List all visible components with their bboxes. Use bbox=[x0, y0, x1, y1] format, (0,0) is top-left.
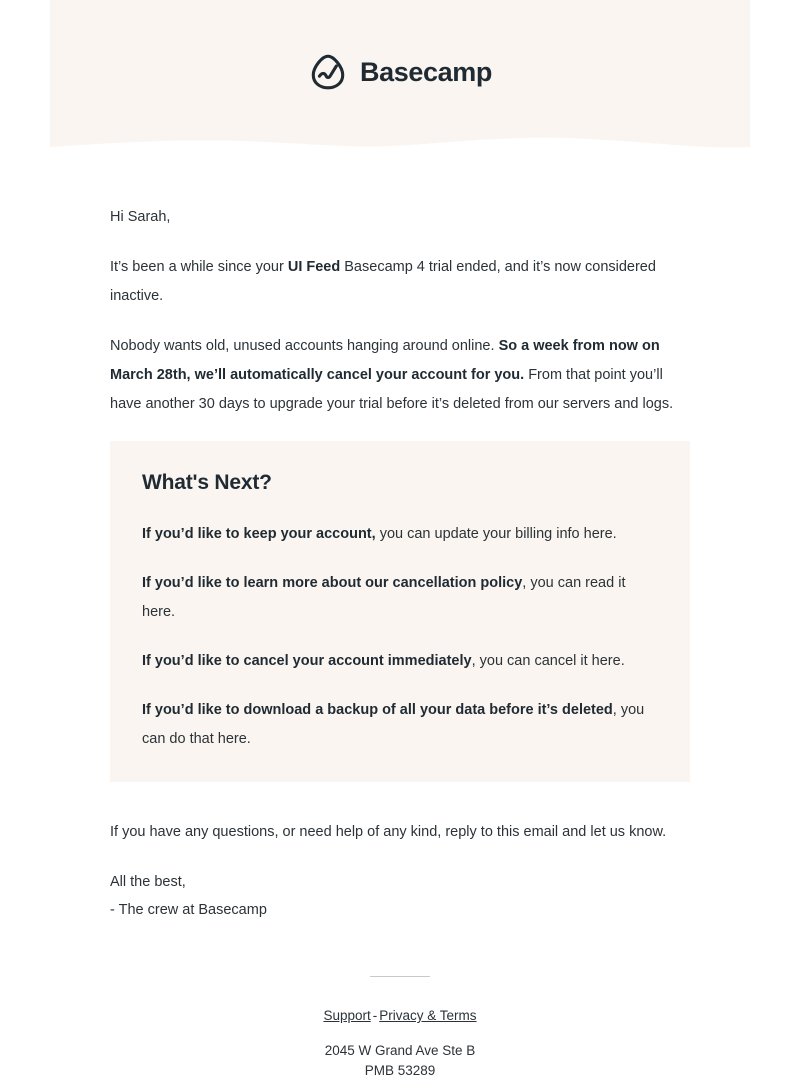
paragraph-3-emphasis: So a week from now on March 28th, we’ll automatically cancel your account for you. bbox=[110, 338, 660, 383]
card-item-download-backup bbox=[142, 696, 658, 754]
address-line-2: PMB 53289 bbox=[364, 1063, 436, 1079]
paragraph-2-account-name: UI Feed bbox=[287, 259, 341, 275]
basecamp-logo-icon bbox=[308, 52, 348, 92]
card-item-cancellation-policy-text: , you can read it here. bbox=[142, 575, 626, 621]
card-item-cancellation-policy-label: If you’d like to learn more about our cancellation policy bbox=[142, 575, 523, 592]
paragraph-2-before: It’s been a while since your bbox=[110, 259, 288, 275]
brand-wordmark: Basecamp bbox=[360, 56, 492, 87]
header-wave-divider bbox=[50, 131, 750, 160]
signature-block bbox=[110, 868, 690, 924]
signoff-text: All the best, bbox=[110, 874, 186, 891]
card-item-keep-account-text: you can update your billing info here. bbox=[375, 526, 617, 543]
card-item-download-backup-label: If you’d like to download a backup of all your data before it’s deleted bbox=[142, 702, 613, 719]
paragraph-2-after: Basecamp 4 trial ended, and it’s now considered inactive. bbox=[110, 259, 656, 304]
footer-link-separator: - bbox=[372, 1008, 378, 1024]
card-item-cancel-now bbox=[142, 647, 658, 676]
email-header bbox=[50, 0, 750, 160]
card-title: What's Next? bbox=[142, 471, 272, 494]
signature-text: - The crew at Basecamp bbox=[110, 902, 267, 919]
footer-divider bbox=[370, 976, 430, 977]
support-link[interactable]: Support bbox=[323, 1008, 371, 1024]
paragraph-trial-ended bbox=[110, 253, 690, 311]
footer-address bbox=[110, 1041, 690, 1081]
card-item-keep-account-label: If you’d like to keep your account, bbox=[142, 526, 376, 543]
card-item-cancel-now-text: , you can cancel it here. bbox=[471, 653, 625, 670]
email-footer bbox=[110, 924, 690, 1081]
privacy-terms-link[interactable]: Privacy & Terms bbox=[379, 1008, 477, 1024]
card-item-download-backup-text: , you can do that here. bbox=[142, 702, 645, 748]
closing-block bbox=[110, 782, 690, 924]
card-item-cancellation-policy bbox=[142, 569, 658, 627]
footer-links bbox=[110, 1005, 690, 1027]
whats-next-card bbox=[110, 441, 690, 782]
brand-lockup bbox=[50, 52, 750, 92]
paragraph-3-before: Nobody wants old, unused accounts hanging around online. bbox=[110, 338, 499, 354]
closing-questions-text: If you have any questions, or need help of any kind, reply to this email and let us know. bbox=[110, 824, 667, 841]
card-item-cancel-now-label: If you’d like to cancel your account immediately bbox=[142, 653, 472, 670]
email-content bbox=[0, 160, 800, 1081]
paragraph-cancellation-notice bbox=[110, 332, 690, 419]
paragraph-3-after: From that point you’ll have another 30 days to upgrade your trial before it’s deleted from our servers and logs. bbox=[110, 367, 674, 412]
card-item-keep-account bbox=[142, 520, 658, 549]
basecamp-logo-glyph bbox=[308, 52, 348, 92]
intro-block bbox=[110, 160, 690, 419]
greeting-text: Hi Sarah, bbox=[110, 209, 171, 225]
address-line-1: 2045 W Grand Ave Ste B bbox=[324, 1043, 476, 1059]
